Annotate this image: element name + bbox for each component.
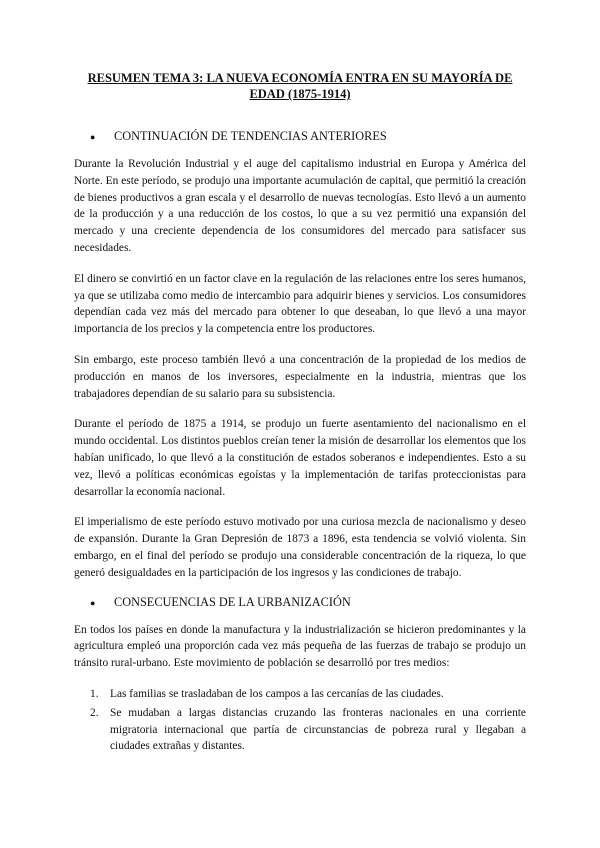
- list-item-number: 2.: [90, 706, 99, 719]
- list-item-number: 1.: [90, 687, 99, 700]
- bullet-icon: ●: [90, 597, 96, 608]
- list-item-text: Se mudaban a largas distancias cruzando las fronteras nacionales en una corriente migratoria internacional que partía de circunstancias de pobreza rural y llegaban a ciudades extrañas y distantes.: [110, 706, 526, 753]
- section-heading-text: CONTINUACIÓN DE TENDENCIAS ANTERIORES: [114, 129, 387, 143]
- list-item: [74, 705, 526, 755]
- paragraph: El imperialismo de este período estuvo motivado por una curiosa mezcla de nacionalismo y deseo de expansión. Durante la Gran Depresión de 1873 a 1896, esta tendencia se volvió violenta. Sin embargo, en el final del período se produjo una considerable concentración de la riqueza, lo que generó desigualdades en la participación de los ingresos y las condiciones de trabajo.: [74, 516, 526, 579]
- document-title: RESUMEN TEMA 3: LA NUEVA ECONOMÍA ENTRA EN SU MAYORÍA DE EDAD (1875-1914): [87, 71, 513, 101]
- section-heading-urbanizacion: [74, 594, 526, 611]
- paragraph: En todos los países en donde la manufactura y la industrialización se hicieron predominantes y la agricultura empleó una proporción cada vez más pequeña de las fuerzas de trabajo se produjo un tránsito rural-urbano. Este movimiento de población se desarrolló por tres medios:: [74, 623, 526, 670]
- paragraph: El dinero se convirtió en un factor clave en la regulación de las relaciones entre los seres humanos, ya que se utilizaba como medio de intercambio para adquirir bienes y servicios. Los consumidores dependían cada vez más del mercado para obtener lo que deseaban, lo que llevó a una mayor importancia de los precios y la competencia entre los productores.: [74, 272, 526, 336]
- paragraph: Sin embargo, este proceso también llevó a una concentración de la propiedad de los medios de producción en manos de los inversores, especialmente en la industria, mientras que los trabajadores dependían de su salario para su subsistencia.: [74, 353, 526, 400]
- paragraph: Durante la Revolución Industrial y el auge del capitalismo industrial en Europa y América del Norte. En este período, se produjo una importante acumulación de capital, que permitió la creación de bienes productivos a gran escala y el desarrollo de nuevas tecnologías. Esto llevó a un aumento de la producción y a una reducción de los costos, lo que a su vez permitió una expansión del mercado y una creciente dependencia de los consumidores del mercado para satisfacer sus necesidades.: [74, 158, 526, 254]
- list-item: [74, 686, 526, 703]
- list-item-text: Las familias se trasladaban de los campos a las cercanías de las ciudades.: [110, 687, 444, 700]
- section-heading-continuacion: [74, 128, 526, 145]
- paragraph: Durante el período de 1875 a 1914, se produjo un fuerte asentamiento del nacionalismo en el mundo occidental. Los distintos pueblos creían tener la misión de desarrollar los elementos que los habían unificado, lo que llevó a la constitución de estados soberanos e independientes. Esto a su vez, llevó a políticas económicas egoístas y la implementación de tarifas proteccionistas para desarrollar la economía nacional.: [74, 418, 526, 498]
- bullet-icon: ●: [90, 132, 96, 142]
- section-heading-text: CONSECUENCIAS DE LA URBANIZACIÓN: [114, 594, 351, 609]
- numbered-list: [74, 686, 526, 755]
